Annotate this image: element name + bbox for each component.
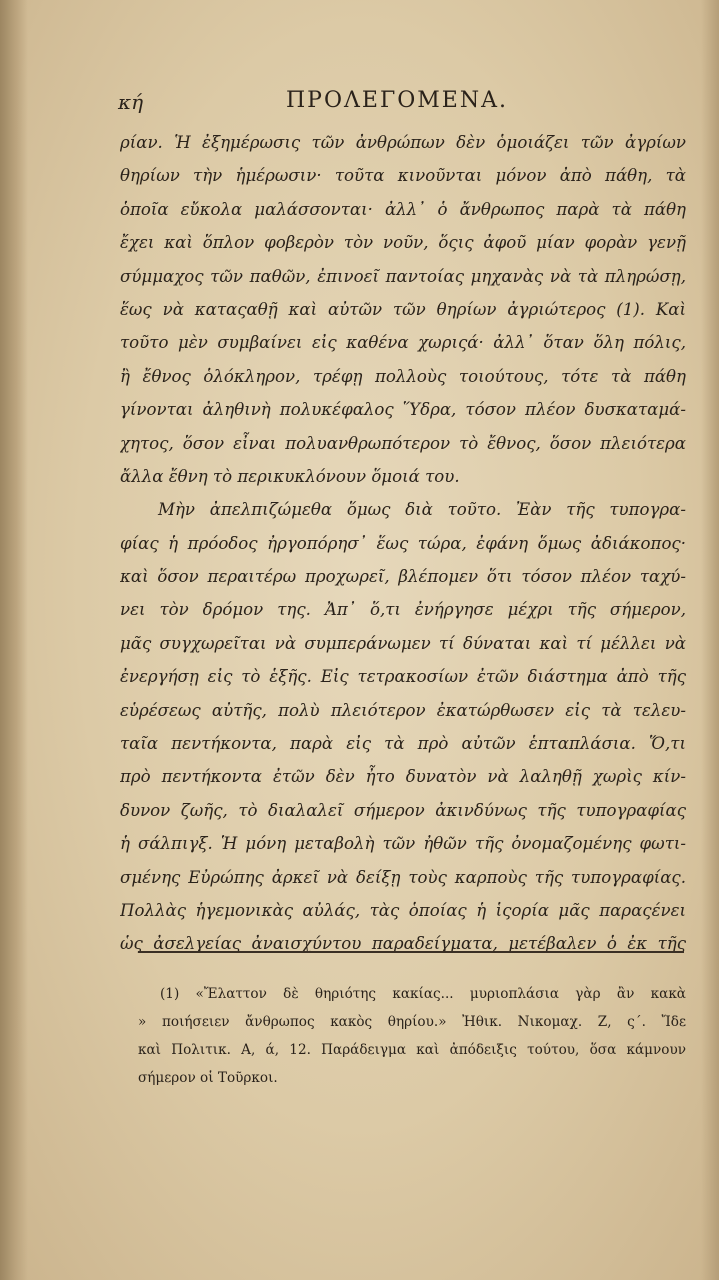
footnote-line: σήμερον οἱ Τοῦρκοι. — [138, 1070, 278, 1086]
text-line: Πολλὰς ἡγεμονικὰς αὐλάς, τὰς ὁποίας ἡ ἱςορία μᾶς παραςένει — [120, 900, 686, 920]
text-line: ἄλλα ἔθνη τὸ περικυκλόνουν ὅμοιά του. — [120, 466, 460, 486]
page-edge-shadow — [701, 0, 719, 1280]
page-header — [118, 88, 686, 122]
text-line: εὑρέσεως αὐτῆς, πολὺ πλειότερον ἐκατώρθωσεν εἰς τὰ τελευ- — [120, 700, 686, 720]
footnote-line: καὶ Πολιτικ. Α, ά, 12. Παράδειγμα καὶ ἀπόδειξις τούτου, ὅσα κάμνουν — [138, 1042, 686, 1058]
text-line: δυνον ζωῆς, τὸ διαλαλεῖ σήμερον ἀκινδύνως τῆς τυπογραφίας — [120, 800, 686, 820]
paragraph-1 — [120, 126, 686, 493]
text-line: ἐνεργήσῃ εἰς τὸ ἑξῆς. Εἰς τετρακοσίων ἐτῶν διάστημα ἀπὸ τῆς — [120, 667, 686, 687]
text-line: ταῖα πεντήκοντα, παρὰ εἰς τὰ πρὸ αὐτῶν ἑπταπλάσια. Ὅ,τι — [120, 734, 686, 754]
text-line: ὁποῖα εὔκολα μαλάσσονται· ἀλλ᾽ ὁ ἄνθρωπος παρὰ τὰ πάθη — [120, 199, 686, 219]
page-number: κή — [118, 90, 144, 114]
text-line: νει τὸν δρόμον της. Ἀπ᾽ ὅ,τι ἐνήργησε μέχρι τῆς σήμερον, — [120, 600, 686, 620]
text-line: ἡ σάλπιγξ. Ἡ μόνη μεταβολὴ τῶν ἠθῶν τῆς ὀνομαζομένης φωτι- — [120, 834, 686, 854]
text-line: ὡς ἀσελγείας ἀναισχύντου παραδείγματα, μετέβαλεν ὁ ἐκ τῆς — [120, 934, 686, 954]
text-line: φίας ἡ πρόοδος ἠργοπόρησ᾽ ἕως τώρα, ἐφάνη ὅμως ἀδιάκοπος· — [120, 533, 686, 553]
text-line: ἕως νὰ καταςαθῇ καὶ αὐτῶν τῶν θηρίων ἀγριώτερος (1). Καὶ — [120, 299, 686, 319]
footnote-line: » ποιήσειεν ἄνθρωπος κακὸς θηρίου.» Ἠθικ. Νικομαχ. Ζ, ς΄. Ἴδε — [138, 1014, 686, 1030]
footnote-line: (1) «Ἔλαττον δὲ θηριότης κακίας... μυριοπλάσια γὰρ ἂν κακὰ — [160, 986, 686, 1002]
text-line: σύμμαχος τῶν παθῶν, ἐπινοεῖ παντοίας μηχανὰς νὰ τὰ πληρώσῃ, — [120, 266, 686, 286]
footnote-divider — [138, 951, 684, 953]
running-head: ΠΡΟΛΕΓΟΜΕΝΑ. — [286, 88, 508, 113]
text-line: καὶ ὅσον περαιτέρω προχωρεῖ, βλέπομεν ὅτι τόσον πλέον ταχύ- — [120, 567, 686, 587]
text-line: πρὸ πεντήκοντα ἐτῶν δὲν ἦτο δυνατὸν νὰ λαληθῇ χωρὶς κίν- — [120, 767, 686, 787]
text-line: ἢ ἔθνος ὁλόκληρον, τρέφῃ πολλοὺς τοιούτους, τότε τὰ πάθη — [120, 366, 686, 386]
body-text — [120, 126, 686, 961]
page-gutter-shadow — [0, 0, 28, 1280]
text-line: τοῦτο μὲν συμβαίνει εἰς καθένα χωριςά· ἀλλ᾽ ὅταν ὅλη πόλις, — [120, 333, 686, 353]
paragraph-2 — [120, 493, 686, 960]
text-line: χητος, ὅσον εἶναι πολυανθρωπότερον τὸ ἔθνος, ὅσον πλειότερα — [120, 433, 686, 453]
text-line: μᾶς συγχωρεῖται νὰ συμπεράνωμεν τί δύναται καὶ τί μέλλει νὰ — [120, 633, 686, 653]
footnote — [138, 980, 686, 1092]
text-line: θηρίων τὴν ἡμέρωσιν· τοῦτα κινοῦνται μόνον ἀπὸ πάθη, τὰ — [120, 166, 686, 186]
text-line: ἔχει καὶ ὅπλον φοβερὸν τὸν νοῦν, ὅςις ἀφοῦ μίαν φορὰν γενῇ — [120, 233, 686, 253]
text-line: Μὴν ἀπελπιζώμεθα ὅμως διὰ τοῦτο. Ἐὰν τῆς τυπογρα- — [158, 500, 686, 520]
text-line: ρίαν. Ἡ ἐξημέρωσις τῶν ἀνθρώπων δὲν ὁμοιάζει τῶν ἀγρίων — [120, 133, 686, 152]
text-line: σμένης Εὐρώπης ἀρκεῖ νὰ δείξῃ τοὺς καρποὺς τῆς τυπογραφίας. — [120, 867, 686, 887]
text-line: γίνονται ἀληθινὴ πολυκέφαλος Ὕδρα, τόσον πλέον δυσκαταμά- — [120, 400, 686, 420]
